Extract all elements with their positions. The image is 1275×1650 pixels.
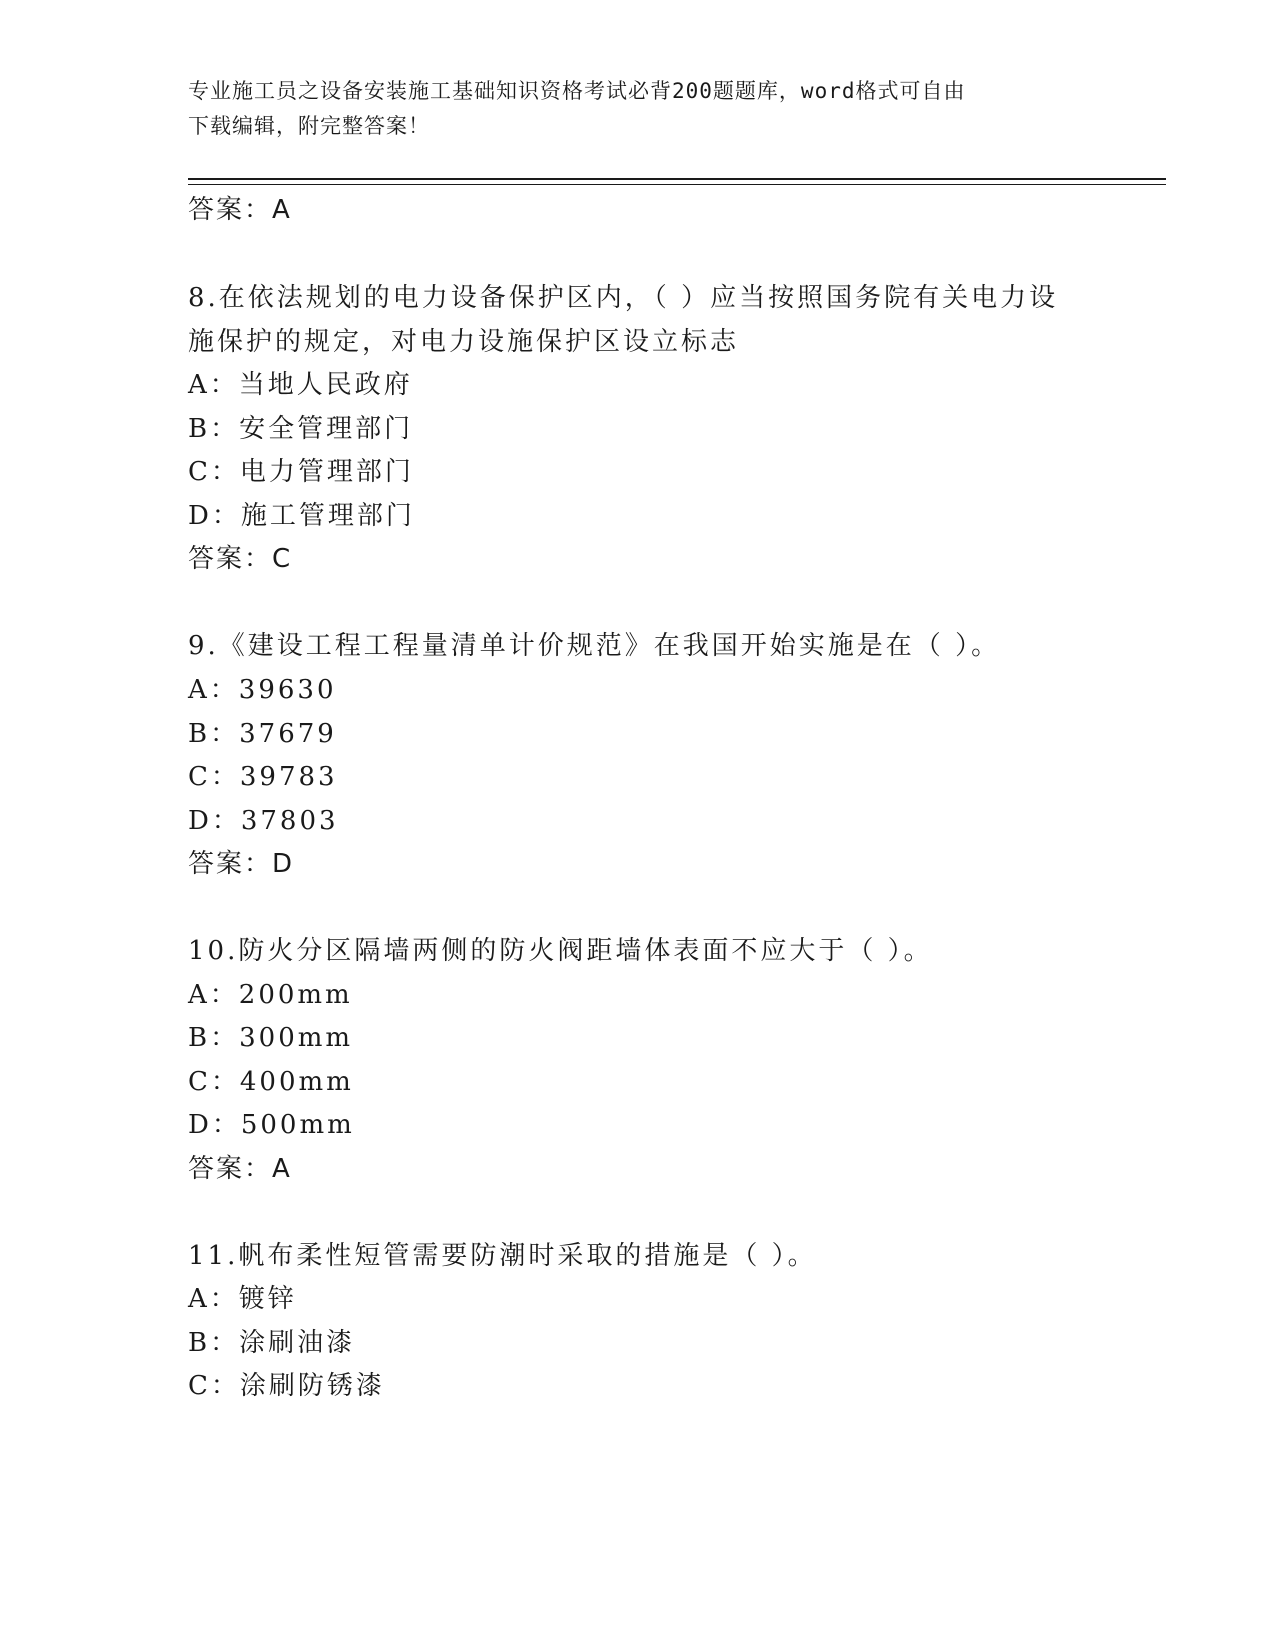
question-8-stem-cont: 施保护的规定，对电力设施保护区设立标志 [188, 327, 740, 357]
question-9-answer [188, 847, 294, 881]
question-11-option-a: A：镀锌 [188, 1284, 297, 1314]
header-title-line2: 下载编辑，附完整答案！ [188, 114, 430, 138]
header-title-line1: 专业施工员之设备安装施工基础知识资格考试必背200题题库，word格式可自由 [188, 79, 966, 103]
header-divider-thin [188, 184, 1166, 185]
question-10-answer [188, 1152, 292, 1186]
question-9-option-a: A：39630 [188, 675, 337, 705]
header-divider [188, 178, 1166, 180]
answer-value: A [272, 195, 292, 225]
question-8-option-a: A：当地人民政府 [188, 370, 413, 400]
question-11-stem: 11.帆布柔性短管需要防潮时采取的措施是（ ）。 [188, 1241, 817, 1271]
question-10-option-d: D：500mm [188, 1110, 355, 1140]
answer-line [188, 193, 292, 227]
answer-value: A [272, 1154, 292, 1184]
question-9-option-d: D：37803 [188, 806, 339, 836]
answer-value: C [272, 544, 293, 574]
answer-label: 答案： [188, 195, 273, 225]
answer-label: 答案： [188, 1154, 273, 1184]
question-9-option-b: B：37679 [188, 719, 337, 749]
question-8-option-d: D：施工管理部门 [188, 501, 415, 531]
question-11-option-b: B：涂刷油漆 [188, 1328, 356, 1358]
question-10-option-b: B：300mm [188, 1023, 354, 1053]
question-8-option-b: B：安全管理部门 [188, 414, 414, 444]
question-11-option-c: C：涂刷防锈漆 [188, 1371, 385, 1401]
answer-label: 答案： [188, 544, 273, 574]
question-10-option-a: A：200mm [188, 980, 353, 1010]
question-8-answer [188, 542, 292, 576]
question-9-option-c: C：39783 [188, 762, 338, 792]
question-10-option-c: C：400mm [188, 1067, 354, 1097]
question-10-stem: 10.防火分区隔墙两侧的防火阀距墙体表面不应大于（ ）。 [188, 936, 933, 966]
answer-value: D [272, 849, 295, 879]
question-8-stem: 8.在依法规划的电力设备保护区内，（ ）应当按照国务院有关电力设 [188, 283, 1059, 313]
document-header [188, 74, 1088, 144]
question-9-stem: 9.《建设工程工程量清单计价规范》在我国开始实施是在（ ）。 [188, 631, 1001, 661]
question-8-option-c: C：电力管理部门 [188, 457, 414, 487]
answer-label: 答案： [188, 849, 273, 879]
